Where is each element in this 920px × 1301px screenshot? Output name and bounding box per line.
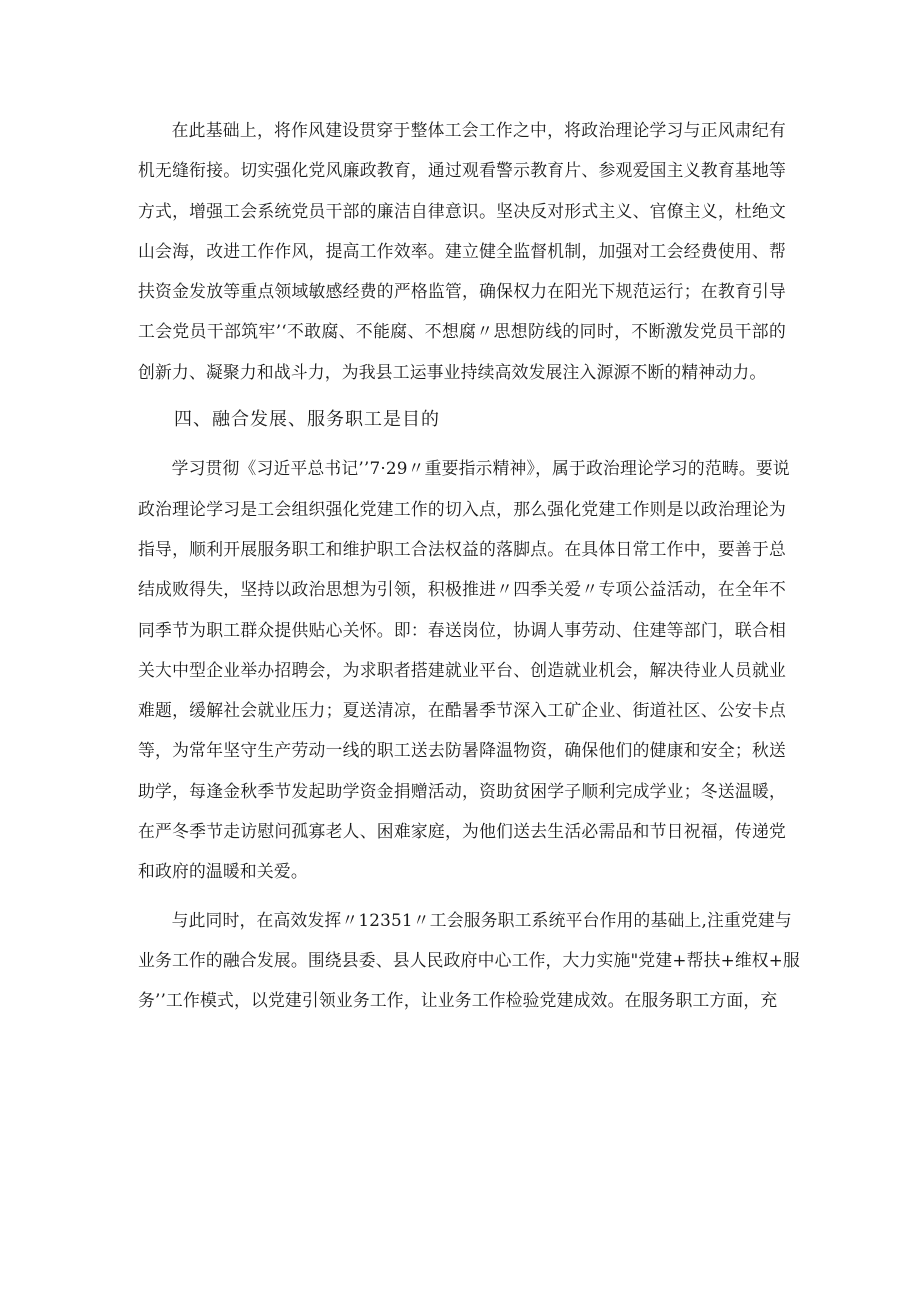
text-line: 与此同时，在高效发挥〃12351〃工会服务职工系统平台作用的基础上,注重党建与 [171,909,792,930]
text-line: 业务工作的融合发展。围绕县委、县人民政府中心工作，大力实施"党建+帮扶+维权+服 [138,949,801,970]
text-line: 难题，缓解社会就业压力；夏送清凉，在酷暑季节深入工矿企业、街道社区、公安卡点 [138,700,786,721]
text-line: 扶资金发放等重点领域敏感经费的严格监管，确保权力在阳光下规范运行；在教育引导 [138,281,786,302]
text-line: 助学，每逢金秋季节发起助学资金捐赠活动，资助贫困学子顺利完成学业；冬送温暖， [138,780,786,801]
text-line: 指导，顺利开展服务职工和维护职工合法权益的落脚点。在具体日常工作中，要善于总 [138,538,786,559]
document-body [138,110,801,1021]
text-line: 政治理论学习是工会组织强化党建工作的切入点，那么强化党建工作则是以政治理论为 [138,498,786,519]
body-paragraph [138,448,790,891]
text-line: 等，为常年坚守生产劳动一线的职工送去防暑降温物资，确保他们的健康和安全；秋送 [138,740,786,761]
text-line: 同季节为职工群众提供贴心关怀。即：春送岗位，协调人事劳动、住建等部门，联合相 [138,619,786,640]
text-line: 工会党员干部筑牢’‘不敢腐、不能腐、不想腐〃思想防线的同时，不断激发党员干部的 [138,321,786,342]
text-line: 方式，增强工会系统党员干部的廉洁自律意识。坚决反对形式主义、官僚主义，杜绝文 [138,200,786,221]
body-paragraph [138,900,801,1021]
text-line: 在严冬季节走访慰问孤寡老人、困难家庭，为他们送去生活必需品和节日祝福，传递党 [138,821,786,842]
text-line: 结成败得失，坚持以政治思想为引领，积极推进〃四季关爱〃专项公益活动，在全年不 [138,579,786,600]
text-line: 关大中型企业举办招聘会，为求职者搭建就业平台、创造就业机会，解决待业人员就业 [138,659,786,680]
text-line: 创新力、凝聚力和战斗力，为我县工运事业持续高效发展注入源源不断的精神动力。 [138,361,767,382]
text-line: 和政府的温暖和关爱。 [138,861,308,882]
body-paragraph [138,110,786,392]
text-line: 机无缝衔接。切实强化党风廉政教育，通过观看警示教育片、参观爱国主义教育基地等 [138,160,786,181]
text-line: 四、融合发展、服务职工是目的 [174,409,440,431]
section-heading [138,400,786,440]
text-line: 务’’工作模式，以党建引领业务工作，让业务工作检验党建成效。在服务职工方面，充 [138,990,778,1011]
text-line: 学习贯彻《习近平总书记’’7·29〃重要指示精神》，属于政治理论学习的范畴。要说 [171,458,790,479]
text-line: 山会海，改进工作作风，提高工作效率。建立健全监督机制，加强对工会经费使用、帮 [138,240,786,261]
text-line: 在此基础上，将作风建设贯穿于整体工会工作之中，将政治理论学习与正风肃纪有 [171,120,786,140]
